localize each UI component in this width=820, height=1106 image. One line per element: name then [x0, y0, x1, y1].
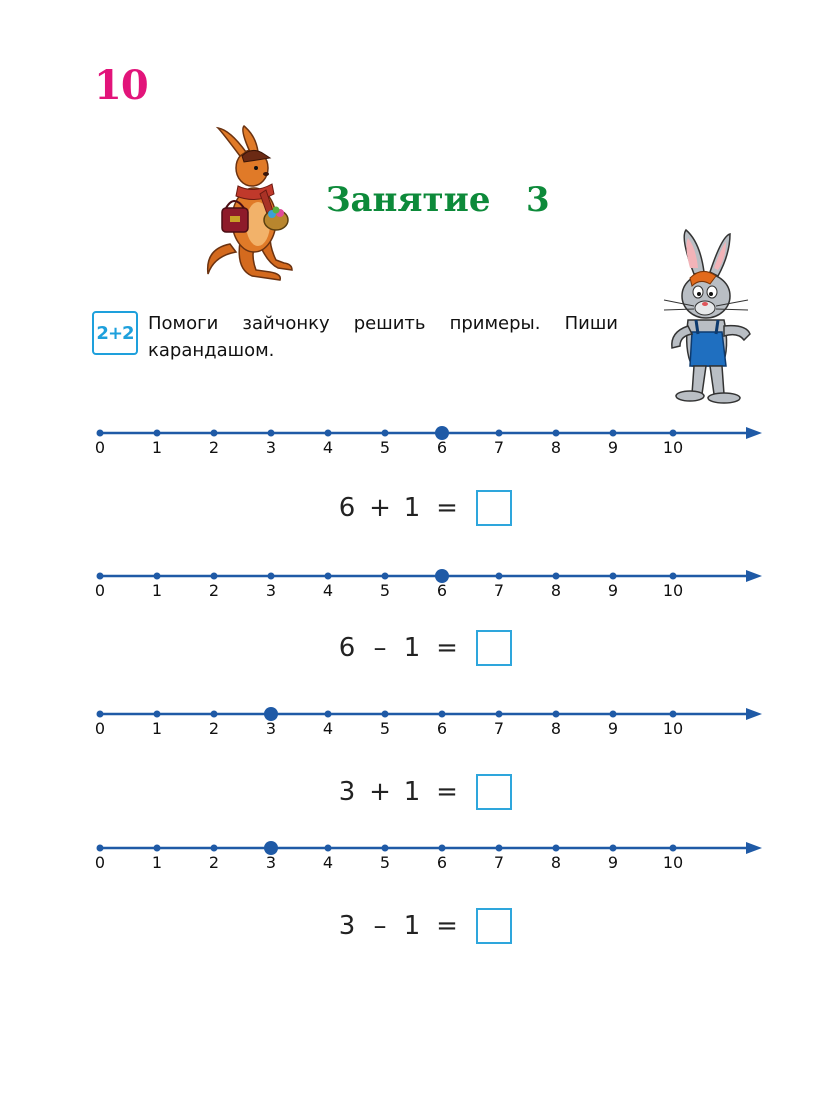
equation	[336, 906, 512, 946]
number-line	[90, 705, 770, 749]
tick-label: 2	[208, 438, 220, 457]
tick-dot	[496, 430, 503, 437]
page-number: 10	[94, 62, 148, 109]
tick-label: 2	[208, 581, 220, 600]
tick-dot	[268, 573, 275, 580]
tick-dot	[268, 430, 275, 437]
tick-label: 6	[436, 853, 448, 872]
tick-label: 3	[265, 719, 277, 738]
tick-label: 4	[322, 853, 334, 872]
arrow-head-icon	[746, 842, 762, 854]
tick-dot	[610, 430, 617, 437]
number-line	[90, 424, 770, 468]
tick-dot	[382, 845, 389, 852]
tick-label: 3	[265, 438, 277, 457]
tick-label: 5	[379, 438, 391, 457]
tick-dot	[439, 711, 446, 718]
tick-label: 7	[493, 719, 505, 738]
number-line	[90, 839, 770, 883]
tick-label: 9	[607, 719, 619, 738]
tick-label: 0	[94, 853, 106, 872]
tick-label: 6	[436, 581, 448, 600]
tick-label: 10	[662, 438, 684, 457]
tick-label: 4	[322, 581, 334, 600]
tick-dot	[382, 573, 389, 580]
equation-operand-a: 6	[338, 493, 356, 523]
tick-dot	[154, 845, 161, 852]
tick-dot	[553, 711, 560, 718]
tick-dot	[496, 711, 503, 718]
number-line	[90, 567, 770, 611]
tick-label: 7	[493, 438, 505, 457]
tick-label: 10	[662, 581, 684, 600]
tick-dot	[670, 711, 677, 718]
tick-dot	[97, 573, 104, 580]
tick-dot	[154, 711, 161, 718]
equation-operator: –	[373, 633, 387, 663]
equals-sign: =	[436, 777, 458, 807]
tick-dot	[325, 845, 332, 852]
tick-label: 4	[322, 719, 334, 738]
tick-label: 10	[662, 719, 684, 738]
equals-sign: =	[436, 493, 458, 523]
tick-label: 8	[550, 853, 562, 872]
tick-label: 6	[436, 719, 448, 738]
tick-dot	[382, 711, 389, 718]
tick-dot	[610, 573, 617, 580]
tick-label: 8	[550, 719, 562, 738]
bunny-illustration	[650, 228, 766, 412]
tick-label: 1	[151, 581, 163, 600]
tick-dot	[211, 573, 218, 580]
tick-label: 1	[151, 719, 163, 738]
tick-dot	[325, 430, 332, 437]
tick-label: 4	[322, 438, 334, 457]
equation-operand-b: 1	[403, 633, 421, 663]
tick-label: 9	[607, 581, 619, 600]
equation	[336, 772, 512, 812]
tick-label: 7	[493, 581, 505, 600]
equation-operand-a: 3	[338, 777, 356, 807]
tick-label: 3	[265, 853, 277, 872]
equation	[336, 488, 512, 528]
tick-dot	[439, 845, 446, 852]
tick-label: 1	[151, 438, 163, 457]
answer-box[interactable]	[476, 630, 512, 666]
tick-label: 3	[265, 581, 277, 600]
tick-dot	[97, 845, 104, 852]
answer-box[interactable]	[476, 908, 512, 944]
equation-operand-a: 6	[338, 633, 356, 663]
tick-dot	[325, 711, 332, 718]
equals-sign: =	[436, 911, 458, 941]
equation-operand-b: 1	[403, 911, 421, 941]
equation	[336, 628, 512, 668]
tick-label: 1	[151, 853, 163, 872]
equals-sign: =	[436, 633, 458, 663]
equation-operator: +	[369, 777, 391, 807]
tick-dot	[496, 573, 503, 580]
tick-label: 10	[662, 853, 684, 872]
tick-dot	[553, 845, 560, 852]
tick-dot	[670, 845, 677, 852]
answer-box[interactable]	[476, 774, 512, 810]
equation-operand-b: 1	[403, 777, 421, 807]
tick-label: 0	[94, 581, 106, 600]
arrow-head-icon	[746, 708, 762, 720]
tick-label: 0	[94, 719, 106, 738]
tick-label: 7	[493, 853, 505, 872]
tick-dot	[211, 430, 218, 437]
equation-operator: –	[373, 911, 387, 941]
tick-label: 5	[379, 853, 391, 872]
tick-dot	[610, 711, 617, 718]
tick-label: 2	[208, 853, 220, 872]
equation-operand-b: 1	[403, 493, 421, 523]
tick-label: 0	[94, 438, 106, 457]
tick-dot	[670, 430, 677, 437]
tick-label: 6	[436, 438, 448, 457]
tick-dot	[496, 845, 503, 852]
tick-label: 5	[379, 581, 391, 600]
tick-dot	[382, 430, 389, 437]
tick-label: 8	[550, 581, 562, 600]
task-type-icon-text: 2+2	[96, 322, 134, 344]
arrow-head-icon	[746, 570, 762, 582]
tick-label: 8	[550, 438, 562, 457]
tick-label: 9	[607, 853, 619, 872]
tick-label: 9	[607, 438, 619, 457]
tick-dot	[553, 573, 560, 580]
tick-dot	[553, 430, 560, 437]
tick-dot	[97, 711, 104, 718]
equation-operator: +	[369, 493, 391, 523]
tick-dot	[154, 430, 161, 437]
tick-dot	[325, 573, 332, 580]
lesson-title: Занятие 3	[326, 180, 550, 220]
tick-dot	[154, 573, 161, 580]
tick-dot	[97, 430, 104, 437]
answer-box[interactable]	[476, 490, 512, 526]
tick-dot	[610, 845, 617, 852]
task-instruction: Помоги зайчонку решить примеры. Пиши карандашом.	[148, 313, 618, 361]
tick-label: 2	[208, 719, 220, 738]
tick-label: 5	[379, 719, 391, 738]
tick-dot	[670, 573, 677, 580]
tick-dot	[211, 711, 218, 718]
task-type-icon	[92, 311, 138, 355]
kangaroo-illustration	[200, 124, 296, 288]
arrow-head-icon	[746, 427, 762, 439]
tick-dot	[211, 845, 218, 852]
equation-operand-a: 3	[338, 911, 356, 941]
